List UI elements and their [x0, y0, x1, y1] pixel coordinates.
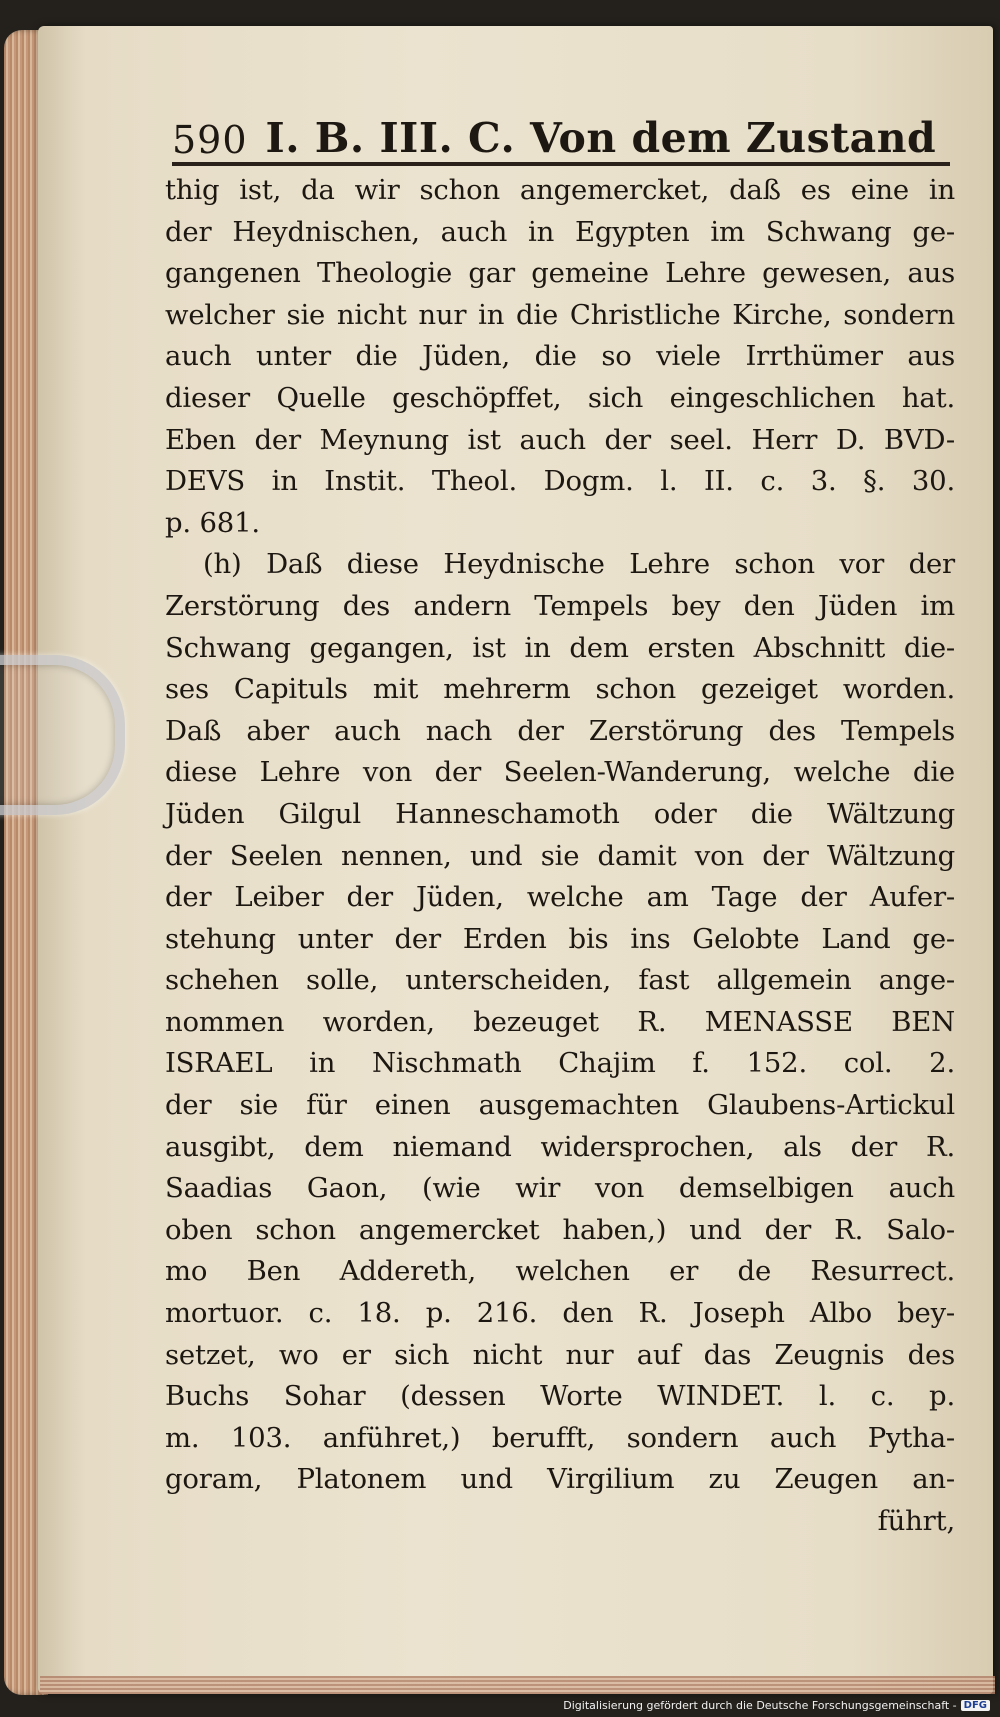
- page-number: 590: [172, 118, 248, 162]
- text-line: Saadias Gaon, (wie wir von demselbigen auch: [165, 1172, 955, 1205]
- text-line: der Leiber der Jüden, welche am Tage der Aufer-: [165, 881, 955, 914]
- text-line: welcher sie nicht nur in die Christliche Kirche, sondern: [165, 298, 955, 331]
- catchword: führt,: [877, 1505, 955, 1537]
- text-line: diese Lehre von der Seelen-Wanderung, welche die: [165, 756, 955, 789]
- footer-credit: Digitalisierung gefördert durch die Deutsche Forschungsgemeinschaft -: [563, 1698, 957, 1712]
- dfg-logo-icon: DFG: [961, 1700, 990, 1711]
- header-rule: [172, 162, 950, 166]
- text-line: thig ist, da wir schon angemercket, daß es eine in: [165, 174, 955, 206]
- text-line: setzet, wo er sich nicht nur auf das Zeugnis des: [165, 1338, 955, 1371]
- text-line: der sie für einen ausgemachten Glaubens-Artickul: [165, 1089, 955, 1122]
- page-clip: [0, 655, 125, 815]
- text-line: DEVS in Instit. Theol. Dogm. l. II. c. 3. §. 30.: [165, 465, 955, 498]
- text-line: Eben der Meynung ist auch der seel. Herr D. BVD-: [165, 423, 955, 456]
- page-header: [172, 96, 952, 162]
- text-line: mortuor. c. 18. p. 216. den R. Joseph Albo bey-: [165, 1297, 955, 1330]
- text-line: stehung unter der Erden bis ins Gelobte Land ge-: [165, 922, 955, 955]
- text-line: ISRAEL in Nischmath Chajim f. 152. col. 2.: [165, 1047, 955, 1080]
- text-line: p. 681.: [165, 506, 260, 539]
- text-line: auch unter die Jüden, die so viele Irrthümer aus: [165, 340, 955, 373]
- text-line: der Seelen nennen, und sie damit von der Wältzung: [165, 839, 955, 872]
- text-line: Schwang gegangen, ist in dem ersten Abschnitt die-: [165, 631, 955, 664]
- text-line: mo Ben Addereth, welchen er de Resurrect.: [165, 1255, 955, 1288]
- text-line: Zerstörung des andern Tempels bey den Jüden im: [165, 589, 955, 622]
- text-line: der Heydnischen, auch in Egypten im Schwang ge-: [165, 215, 955, 248]
- text-line: gangenen Theologie gar gemeine Lehre gewesen, aus: [165, 257, 955, 290]
- text-line: Jüden Gilgul Hanneschamoth oder die Wältzung: [165, 797, 955, 830]
- body-text: [165, 170, 955, 1543]
- text-line: ausgibt, dem niemand widersprochen, als der R.: [165, 1130, 955, 1163]
- text-line: goram, Platonem und Virgilium zu Zeugen an-: [165, 1463, 955, 1496]
- page-bottom-edge: [40, 1676, 995, 1694]
- text-line: nommen worden, bezeuget R. MENASSE BEN: [165, 1005, 955, 1038]
- text-line: ses Capituls mit mehrerm schon gezeiget worden.: [165, 673, 955, 706]
- text-line: m. 103. anführet,) berufft, sondern auch Pytha-: [165, 1421, 955, 1454]
- text-line: Daß aber auch nach der Zerstörung des Tempels: [165, 714, 955, 747]
- text-line: schehen solle, unterscheiden, fast allgemein ange-: [165, 964, 955, 997]
- text-line: (h) Daß diese Heydnische Lehre schon vor der: [203, 548, 955, 581]
- text-line: Buchs Sohar (dessen Worte WINDET. l. c. p.: [165, 1380, 955, 1413]
- digitization-footer: [563, 1695, 990, 1715]
- running-head: I. B. III. C. Von dem Zustand: [265, 114, 937, 162]
- text-line: dieser Quelle geschöpffet, sich eingeschlichen hat.: [165, 381, 955, 414]
- text-line: oben schon angemercket haben,) und der R. Salo-: [165, 1213, 955, 1246]
